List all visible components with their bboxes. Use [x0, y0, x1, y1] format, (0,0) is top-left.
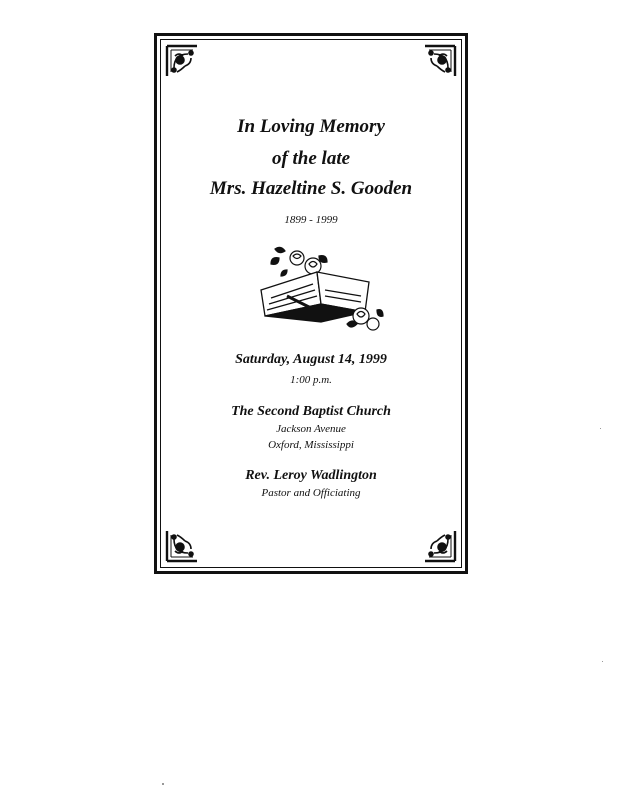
church-city: Oxford, Mississippi	[268, 439, 354, 451]
service-date: Saturday, August 14, 1999	[235, 352, 387, 367]
corner-ornament-icon	[423, 44, 457, 78]
scan-speck	[162, 783, 164, 785]
pastor-name: Rev. Leroy Wadlington	[245, 468, 377, 483]
corner-ornament-icon	[423, 529, 457, 563]
open-bible-with-roses-icon	[257, 244, 387, 334]
corner-ornament-icon	[165, 529, 199, 563]
deceased-name: Mrs. Hazeltine S. Gooden	[209, 178, 413, 199]
church-street: Jackson Avenue	[276, 423, 346, 435]
life-years: 1899 - 1999	[284, 214, 338, 226]
scan-speck	[602, 661, 603, 662]
corner-ornament-icon	[165, 44, 199, 78]
church-name: The Second Baptist Church	[231, 404, 391, 419]
heading-of-the-late: of the late	[271, 148, 351, 169]
scan-speck	[600, 428, 601, 429]
funeral-program-card	[154, 33, 468, 574]
heading-in-loving-memory: In Loving Memory	[237, 116, 385, 137]
pastor-role: Pastor and Officiating	[261, 487, 361, 499]
service-time: 1:00 p.m.	[290, 374, 332, 386]
